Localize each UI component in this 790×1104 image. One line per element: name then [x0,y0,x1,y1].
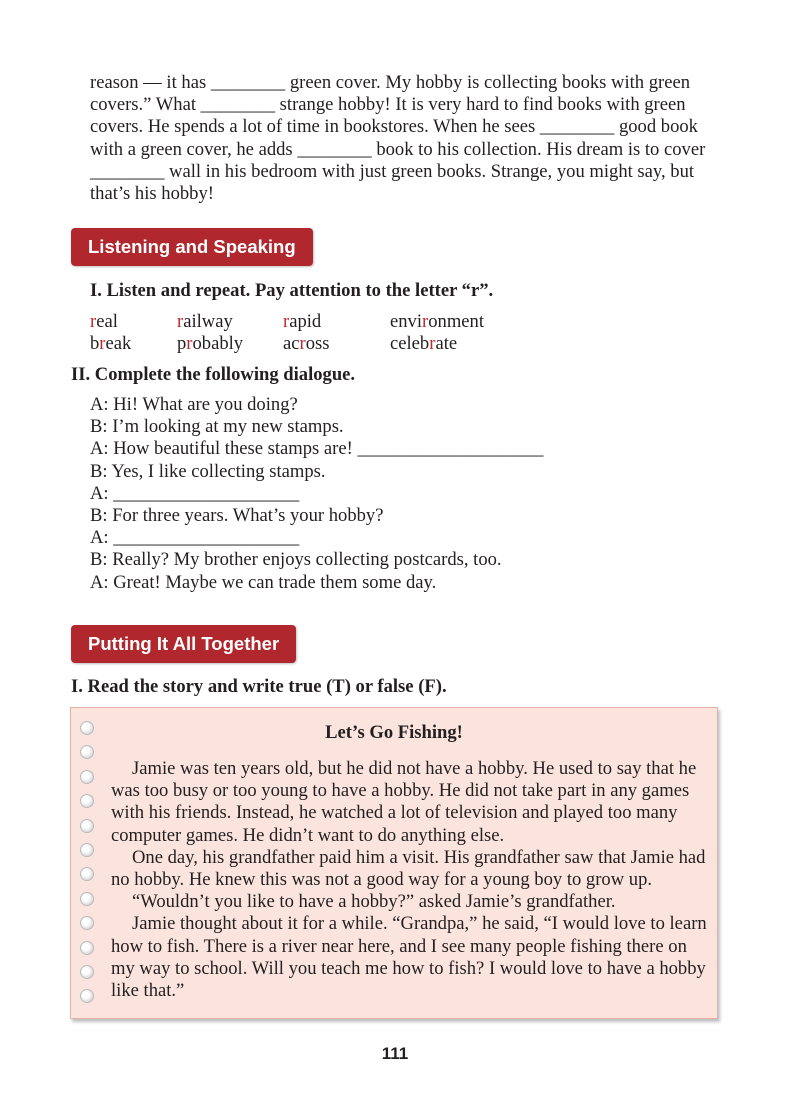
ring-icon [80,867,94,881]
story-paragraph: One day, his grandfather paid him a visit. His grandfather saw that Jamie had no hobby. He knew this was not a good way for a young boy to grow up. [111,846,706,891]
ring-icon [80,989,94,1003]
ring-icon [80,843,94,857]
story-paragraph: “Wouldn’t you like to have a hobby?” asked Jamie’s grandfather. [132,891,616,913]
word: rapid [283,311,322,332]
word: celebrate [390,333,458,354]
word-row [90,333,484,355]
dialogue-line: A: Great! Maybe we can trade them some day. [90,571,437,593]
word: across [283,333,330,354]
dialogue-line: B: Really? My brother enjoys collecting postcards, too. [90,549,502,571]
ring-icon [80,941,94,955]
dialogue [90,394,543,594]
ring-icon [80,965,94,979]
section-banner-putting-together: Putting It All Together [71,625,296,663]
notebook-rings [80,721,94,1014]
story-title: Let’s Go Fishing! [325,722,463,743]
word: break [90,333,132,354]
word: real [90,311,118,332]
section-banner-listening-speaking: Listening and Speaking [71,228,313,266]
ring-icon [80,916,94,930]
ring-icon [80,770,94,784]
word-row [90,311,484,333]
ring-icon [80,819,94,833]
word-list [90,311,484,355]
word: probably [177,333,244,354]
exercise-heading: I. Listen and repeat. Pay attention to the letter “r”. [90,280,494,301]
ring-icon [80,892,94,906]
story-box [70,707,718,1019]
story-paragraph: Jamie was ten years old, but he did not have a hobby. He used to say that he was too busy or too young to have a hobby. He did not take part in any games with his friends. Instead, he watched a lot of television and played too many computer games. He didn’t want to do anything else. [111,758,697,846]
dialogue-line: A: How beautiful these stamps are! ____________________ [90,438,544,460]
dialogue-line: A: ____________________ [90,527,300,549]
dialogue-line: B: Yes, I like collecting stamps. [90,460,326,482]
exercise-heading: I. Read the story and write true (T) or false (F). [71,676,447,697]
exercise-heading: II. Complete the following dialogue. [71,364,356,385]
dialogue-line: B: For three years. What’s your hobby? [90,505,384,527]
ring-icon [80,794,94,808]
intro-paragraph: reason — it has ________ green cover. My hobby is collecting books with green covers.” What ________ strange hobby! It is very hard to find books with green covers. He spends a lot of time in bookstores. When he sees ________ good book with a green cover, he adds ________ book to his collection. His dream is to cover ________ wall in his bedroom with just green books. Strange, you might say, but that’s his hobby! [90,72,706,205]
dialogue-line: A: Hi! What are you doing? [90,394,298,415]
dialogue-line: A: ____________________ [90,482,300,504]
story-text [111,758,711,1002]
story-paragraph: Jamie thought about it for a while. “Grandpa,” he said, “I would love to learn how to fish. There is a river near here, and I see many people fishing there on my way to school. Will you teach me how to fish? I would love to have a hobby like that.” [111,913,707,1002]
word: railway [177,311,233,332]
page-number: 111 [381,1044,409,1063]
dialogue-line: B: I’m looking at my new stamps. [90,416,344,438]
word: environment [390,311,484,332]
ring-icon [80,745,94,759]
